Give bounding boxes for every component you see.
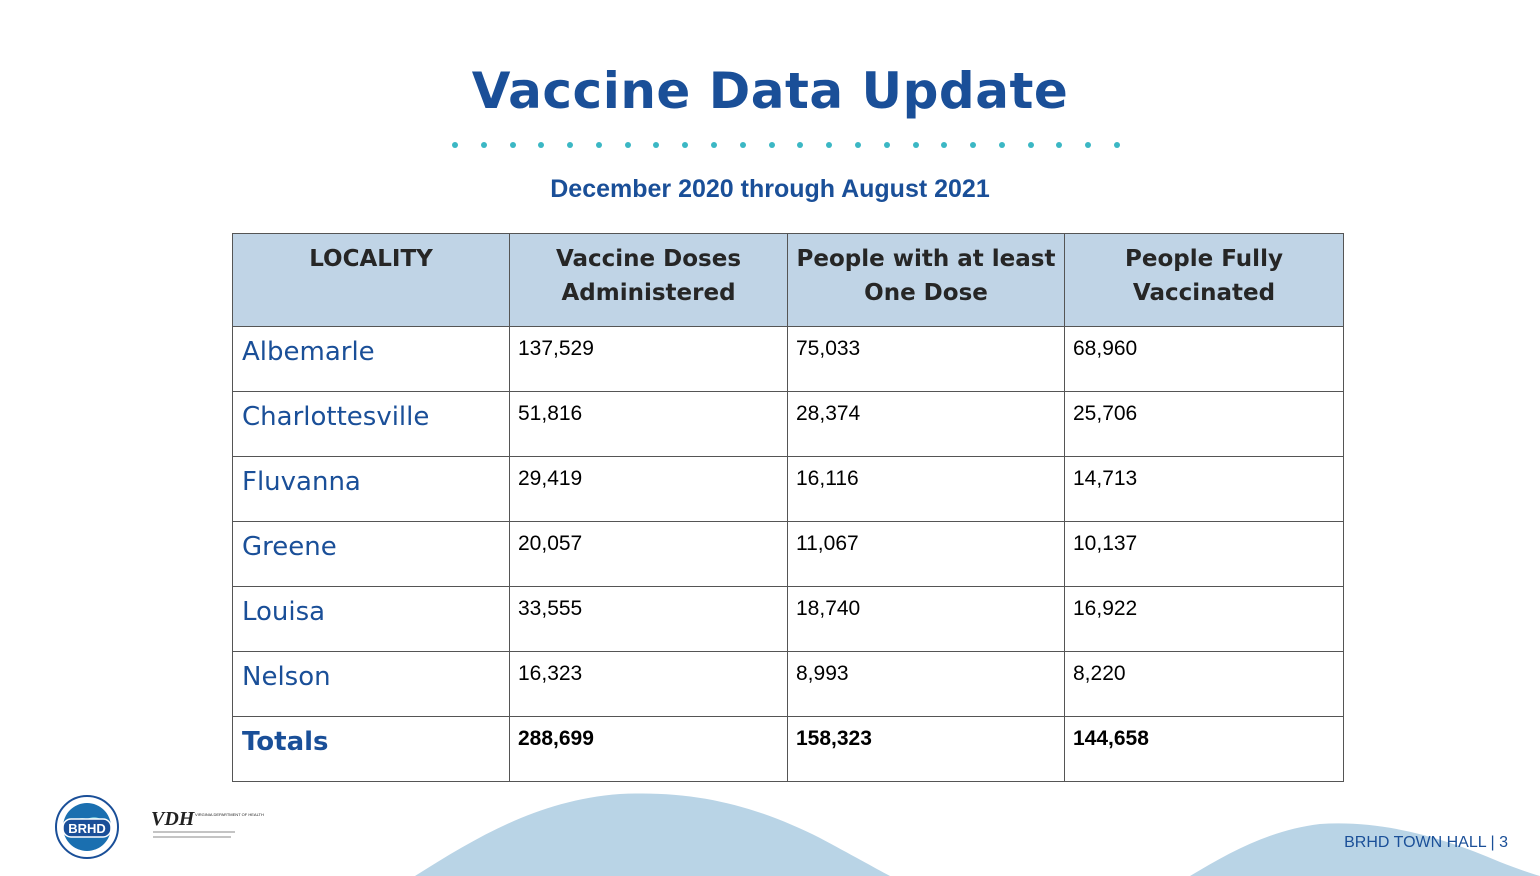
vaccine-data-table xyxy=(232,233,1344,782)
doses-cell: 137,529 xyxy=(510,327,788,392)
slide-title: Vaccine Data Update xyxy=(471,62,1069,120)
header-at-least-one-dose: People with at least One Dose xyxy=(788,234,1065,327)
doses-cell: 33,555 xyxy=(510,587,788,652)
one-dose-cell: 11,067 xyxy=(788,522,1065,587)
brhd-logo xyxy=(56,796,118,858)
fully-vaccinated-cell: 8,220 xyxy=(1065,652,1344,717)
one-dose-cell: 8,993 xyxy=(788,652,1065,717)
fully-vaccinated-cell: 14,713 xyxy=(1065,457,1344,522)
table-header-row xyxy=(233,234,1344,327)
vdh-logo-subtext: VIRGINIA DEPARTMENT OF HEALTH xyxy=(195,812,264,817)
locality-cell: Louisa xyxy=(233,587,510,652)
organization-logos xyxy=(45,795,264,860)
vdh-logo-text: VDH xyxy=(151,808,195,830)
dotted-divider xyxy=(452,139,1120,151)
fully-vaccinated-cell: 10,137 xyxy=(1065,522,1344,587)
one-dose-cell: 28,374 xyxy=(788,392,1065,457)
header-fully-vaccinated: People Fully Vaccinated xyxy=(1065,234,1344,327)
total-one-dose-cell: 158,323 xyxy=(788,717,1065,782)
locality-cell: Fluvanna xyxy=(233,457,510,522)
header-locality: LOCALITY xyxy=(233,234,510,327)
locality-cell: Albemarle xyxy=(233,327,510,392)
table-row xyxy=(233,587,1344,652)
one-dose-cell: 16,116 xyxy=(788,457,1065,522)
locality-cell: Nelson xyxy=(233,652,510,717)
table-row xyxy=(233,652,1344,717)
fully-vaccinated-cell: 25,706 xyxy=(1065,392,1344,457)
fully-vaccinated-cell: 16,922 xyxy=(1065,587,1344,652)
fully-vaccinated-cell: 68,960 xyxy=(1065,327,1344,392)
header-doses-administered: Vaccine Doses Administered xyxy=(510,234,788,327)
doses-cell: 29,419 xyxy=(510,457,788,522)
doses-cell: 51,816 xyxy=(510,392,788,457)
locality-cell: Charlottesville xyxy=(233,392,510,457)
slide-footer: BRHD TOWN HALL | 3 xyxy=(1344,834,1508,851)
one-dose-cell: 18,740 xyxy=(788,587,1065,652)
totals-label: Totals xyxy=(233,717,510,782)
doses-cell: 16,323 xyxy=(510,652,788,717)
table-row xyxy=(233,392,1344,457)
table-row xyxy=(233,327,1344,392)
one-dose-cell: 75,033 xyxy=(788,327,1065,392)
table-row xyxy=(233,522,1344,587)
slide-subtitle: December 2020 through August 2021 xyxy=(550,175,990,203)
doses-cell: 20,057 xyxy=(510,522,788,587)
locality-cell: Greene xyxy=(233,522,510,587)
totals-row xyxy=(233,717,1344,782)
total-fully-vaccinated-cell: 144,658 xyxy=(1065,717,1344,782)
brhd-logo-text: BRHD xyxy=(68,821,106,836)
table-row xyxy=(233,457,1344,522)
total-doses-cell: 288,699 xyxy=(510,717,788,782)
